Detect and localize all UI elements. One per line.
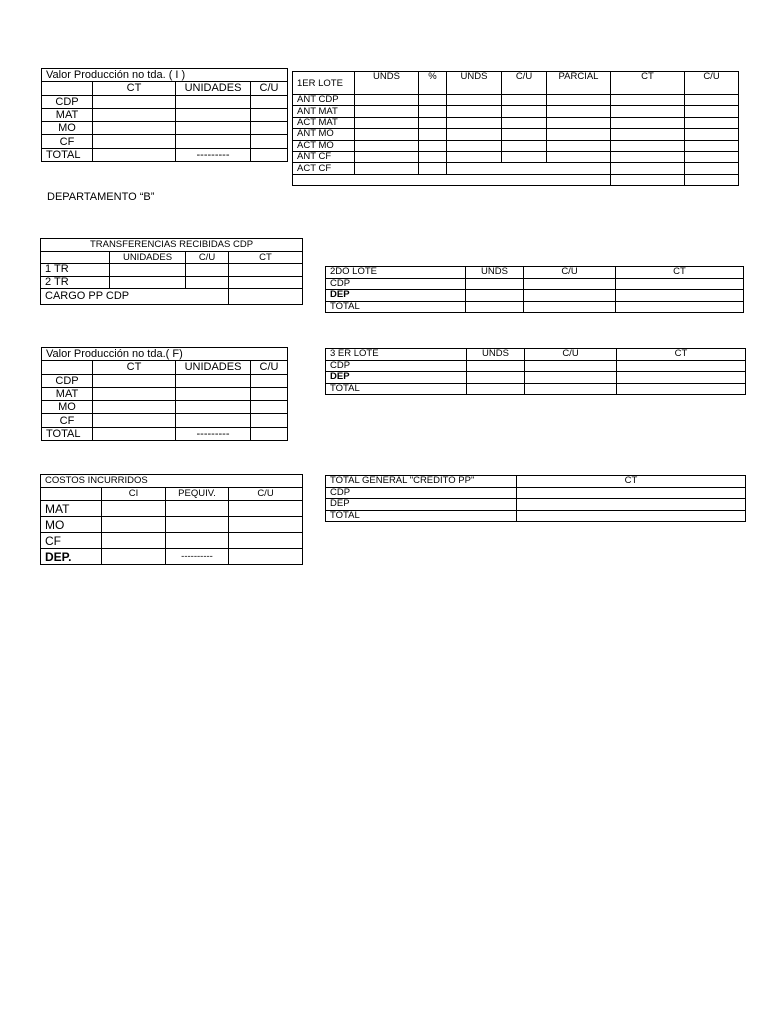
table-row	[42, 401, 288, 414]
table-header-row	[326, 476, 746, 488]
table-title: COSTOS INCURRIDOS	[41, 475, 303, 488]
row-label: CF	[41, 533, 102, 549]
segundo-lote-table	[325, 266, 744, 313]
table-title: Valor Producción no tda. ( I )	[42, 69, 288, 82]
total-row	[326, 301, 744, 313]
table-header-row	[41, 488, 303, 501]
table-row	[293, 95, 739, 106]
table-row	[293, 117, 739, 128]
column-header: CT	[616, 267, 744, 279]
table-row	[42, 122, 288, 135]
row-label: DEP	[326, 499, 517, 511]
column-header: 3 ER LOTE	[326, 349, 467, 361]
column-header: 2DO LOTE	[326, 267, 466, 279]
row-label: MAT	[41, 501, 102, 517]
table-row	[326, 487, 746, 499]
row-label: ANT CF	[293, 151, 355, 162]
table-title: TRANSFERENCIAS RECIBIDAS CDP	[41, 239, 303, 252]
row-label: TOTAL	[326, 510, 517, 522]
row-label: 2 TR	[41, 276, 110, 289]
table-row	[293, 163, 739, 174]
column-header: UNIDADES	[176, 361, 251, 374]
column-header: CT	[93, 361, 176, 374]
table-row	[42, 374, 288, 387]
table-row	[41, 276, 303, 289]
row-label: ANT CDP	[293, 95, 355, 106]
table-row	[41, 533, 303, 549]
column-header: CT	[517, 476, 746, 488]
row-label: TOTAL	[42, 427, 93, 440]
department-label: DEPARTAMENTO “B”	[47, 191, 155, 203]
table-row	[42, 95, 288, 108]
tercer-lote-table	[325, 348, 746, 395]
row-label: CDP	[42, 95, 93, 108]
column-header: UNIDADES	[110, 251, 186, 264]
table-row	[42, 387, 288, 400]
column-header: C/U	[525, 349, 617, 361]
column-header: C/U	[251, 82, 288, 95]
total-row	[326, 510, 746, 522]
table-row	[293, 129, 739, 140]
row-label: CDP	[42, 374, 93, 387]
total-row	[293, 174, 739, 185]
table-row	[42, 414, 288, 427]
table-row	[326, 372, 746, 384]
row-label: CDP	[326, 278, 466, 290]
row-label: DEP	[326, 290, 466, 302]
column-header: TOTAL GENERAL "CREDITO PP"	[326, 476, 517, 488]
table-row	[42, 108, 288, 121]
row-label: MAT	[42, 108, 93, 121]
dash-placeholder: ---------	[176, 427, 251, 440]
row-label: ACT MO	[293, 140, 355, 151]
total-general-credito-table	[325, 475, 746, 522]
row-label: CARGO PP CDP	[41, 289, 229, 305]
table-header-row	[42, 361, 288, 374]
column-header: C/U	[251, 361, 288, 374]
row-label: CF	[42, 414, 93, 427]
total-row	[42, 427, 288, 440]
row-label: DEP.	[41, 549, 102, 565]
table-row	[293, 140, 739, 151]
valor-produccion-final-table	[41, 347, 288, 441]
column-header: CT	[611, 72, 685, 95]
table-row	[41, 264, 303, 277]
column-header: CI	[102, 488, 166, 501]
table-header-row	[326, 349, 746, 361]
table-row	[41, 501, 303, 517]
row-label: MO	[42, 122, 93, 135]
column-header: CT	[617, 349, 746, 361]
table-row	[293, 151, 739, 162]
row-label: TOTAL	[326, 301, 466, 313]
row-label: CF	[42, 135, 93, 148]
row-label: MO	[42, 401, 93, 414]
row-label: CDP	[326, 360, 467, 372]
column-header: C/U	[502, 72, 547, 95]
table-row	[326, 360, 746, 372]
column-header: UNDS	[467, 349, 525, 361]
table-header-row	[293, 72, 739, 95]
transferencias-recibidas-table	[40, 238, 303, 305]
column-header: UNDS	[355, 72, 419, 95]
row-label: TOTAL	[42, 148, 93, 161]
table-row	[326, 278, 744, 290]
row-label: DEP	[326, 372, 467, 384]
row-label: MO	[41, 517, 102, 533]
primer-lote-table	[292, 71, 739, 186]
table-row	[326, 499, 746, 511]
column-header: UNIDADES	[176, 82, 251, 95]
column-header: CT	[229, 251, 303, 264]
column-header: CT	[93, 82, 176, 95]
column-header: C/U	[524, 267, 616, 279]
column-header: %	[419, 72, 447, 95]
table-header-row	[42, 82, 288, 95]
column-header: PEQUIV.	[166, 488, 229, 501]
row-label: ACT MAT	[293, 117, 355, 128]
row-label: ACT CF	[293, 163, 355, 174]
row-label: 1 TR	[41, 264, 110, 277]
table-title: Valor Producción no tda.( F)	[42, 348, 288, 361]
column-header: PARCIAL	[547, 72, 611, 95]
column-header: 1ER LOTE	[293, 72, 355, 95]
valor-produccion-inicial-table	[41, 68, 288, 162]
column-header: C/U	[186, 251, 229, 264]
total-row	[326, 383, 746, 395]
dep-row	[41, 549, 303, 565]
column-header: C/U	[229, 488, 303, 501]
dash-placeholder: ---------	[176, 148, 251, 161]
table-header-row	[41, 251, 303, 264]
column-header: UNDS	[466, 267, 524, 279]
column-header: UNDS	[447, 72, 502, 95]
table-row	[42, 135, 288, 148]
costos-incurridos-table	[40, 474, 303, 565]
table-row	[41, 517, 303, 533]
row-label: TOTAL	[326, 383, 467, 395]
table-row	[326, 290, 744, 302]
table-row	[293, 106, 739, 117]
column-header: C/U	[685, 72, 739, 95]
cargo-row	[41, 289, 303, 305]
table-header-row	[326, 267, 744, 279]
dash-placeholder: ----------	[166, 549, 229, 565]
total-row	[42, 148, 288, 161]
row-label: CDP	[326, 487, 517, 499]
row-label: MAT	[42, 387, 93, 400]
row-label: ANT MAT	[293, 106, 355, 117]
row-label: ANT MO	[293, 129, 355, 140]
